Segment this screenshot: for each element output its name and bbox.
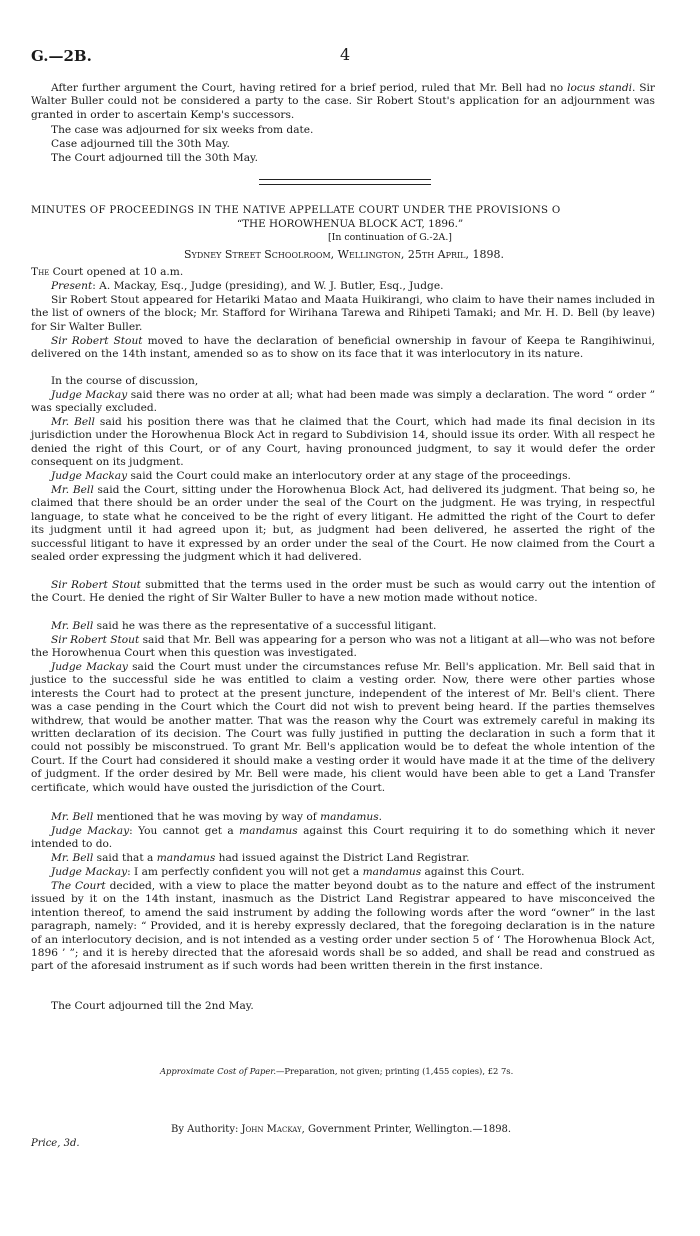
paragraph: Present: A. Mackay, Esq., Judge (presiding), and W. J. Butler, Esq., Judge.	[51, 280, 444, 292]
cost-note: Approximate Cost of Paper.—Preparation, not given; printing (1,455 copies), £2 7s.	[160, 1066, 514, 1076]
paragraph: Mr. Bell said he was there as the representative of a successful litigant.	[51, 620, 437, 632]
continuation-note: [In continuation of G.-2A.]	[328, 232, 452, 243]
paragraph: Mr. Bell said the Court, sitting under the Horowhenua Block Act, had delivered its judgment. That being so, he claimed that there should be an order under the seal of the Court on the judgment. He was trying, in respectful language, to state what he conceived to be the right of every litigant. He admitted the right of the Court to defer its judgment until it had agreed upon it; but, as judgment had been delivered, he asserted the right of the successful litigant to have it expressed by an order under the seal of the Court. He now claimed from the Court a sealed order expressing the judgment which it had delivered.	[31, 484, 655, 564]
paragraph: Sir Robert Stout said that Mr. Bell was appearing for a person who was not a litigant at all—who was not before the Horowhenua Court when this question was investigated.	[31, 634, 655, 660]
page-number: 4	[340, 45, 351, 64]
paragraph: The Court decided, with a view to place the matter beyond doubt as to the nature and effect of the instrument issued by it on the 14th instant, inasmuch as the District Land Registrar appeared to have misconceived the intention thereof, to amend the said instrument by adding the following words after the word “owner” in the last paragraph, namely: “ Provided, and it is hereby expressly declared, that the foregoing declaration is in the nature of an interlocutory decision, and is not intended as a vesting order under section 5 of ‘ The Horowhenua Block Act, 1896 ’ ”; and it is hereby directed that the aforesaid words shall be so added, and shall be read and construed as part of the aforesaid instrument as if such words had been written therein in the first instance.	[31, 880, 655, 973]
price: Price, 3d.	[31, 1138, 80, 1149]
paragraph: Mr. Bell said that a mandamus had issued against the District Land Registrar.	[51, 852, 470, 864]
paragraph: Judge Mackay said there was no order at all; what had been made was simply a declaration. The word “ order ” was specially excluded.	[31, 389, 655, 415]
paragraph: Judge Mackay: I am perfectly confident you will not get a mandamus against this Court.	[51, 866, 525, 878]
paragraph: Judge Mackay said the Court must under the circumstances refuse Mr. Bell's application. Mr. Bell said that in justice to the successful side he was entitled to claim a vesting order. Now, there were other parties whose interests the Court had to protect at the present juncture, independent of the interest of Mr. Bell's client. There was a case pending in the Court which the Court did not wish to prevent being heard. If the parties themselves withdrew, that would be another matter. That was the reason why the Court was extremely careful in making its written declaration of its decision. The Court was fully justified in putting the declaration in such a form that it could not possibly be misconstrued. To grant Mr. Bell's application would be to defeat the whole intention of the Court. If the Court had considered it should make a vesting order it would have made it at the time of the delivery of judgment. If the order desired by Mr. Bell were made, his client would have been able to get a Land Transfer certificate, which would have ousted the jurisdiction of the Court.	[31, 661, 655, 794]
document-code: G.—2B.	[31, 47, 92, 65]
minutes-heading: MINUTES OF PROCEEDINGS IN THE NATIVE APPELLATE COURT UNDER THE PROVISIONS O	[31, 205, 561, 216]
paragraph: The case was adjourned for six weeks from date.	[51, 124, 314, 136]
paragraph: Sir Robert Stout appeared for Hetariki Matao and Maata Huikirangi, who claim to have their names included in the list of owners of the block; Mr. Stafford for Wirihana Tarewa and Rihipeti Tamaki; and Mr. H. D. Bell (by leave) for Sir Walter Buller.	[31, 294, 655, 333]
paragraph: Case adjourned till the 30th May.	[51, 138, 230, 150]
paragraph: Mr. Bell said his position there was that he claimed that the Court, which had made its final decision in its jurisdiction under the Horowhenua Block Act in regard to Subdivision 14, should issue its order. With all respect he denied the right of this Court, or of any Court, having pronounced judgment, to say it would defer the order consequent on its judgment.	[31, 416, 656, 469]
paragraph: In the course of discussion,	[51, 375, 199, 387]
act-title: “THE HOROWHENUA BLOCK ACT, 1896.”	[236, 218, 464, 230]
place-date: Sydney Street Schoolroom, Wellington, 25th April, 1898.	[184, 248, 504, 261]
paragraph: Sir Robert Stout moved to have the declaration of beneficial ownership in favour of Keepa te Rangihiwinui, delivered on the 14th instant, amended so as to show on its face that it was interlocutory in its nature.	[31, 335, 655, 361]
paragraph: Judge Mackay said the Court could make an interlocutory order at any stage of the proceedings.	[51, 470, 571, 482]
paragraph: After further argument the Court, having retired for a brief period, ruled that Mr. Bell had no locus standi. Sir Walter Buller could not be considered a party to the case. Sir Robert Stout's application for an adjournment was granted in order to ascertain Kemp's successors.	[31, 82, 655, 121]
paragraph: Judge Mackay: You cannot get a mandamus against this Court requiring it to do something which it never intended to do.	[31, 825, 655, 851]
printer-authority: By Authority: John Mackay, Government Printer, Wellington.—1898.	[171, 1124, 512, 1135]
section-divider	[259, 179, 431, 185]
paragraph: Mr. Bell mentioned that he was moving by way of mandamus.	[51, 811, 383, 823]
paragraph: The Court opened at 10 a.m.	[31, 266, 184, 278]
paragraph: The Court adjourned till the 30th May.	[51, 152, 258, 164]
paragraph: Sir Robert Stout submitted that the terms used in the order must be such as would carry out the intention of the Court. He denied the right of Sir Walter Buller to have a new motion made without notice.	[31, 579, 655, 605]
paragraph: The Court adjourned till the 2nd May.	[51, 1000, 254, 1012]
